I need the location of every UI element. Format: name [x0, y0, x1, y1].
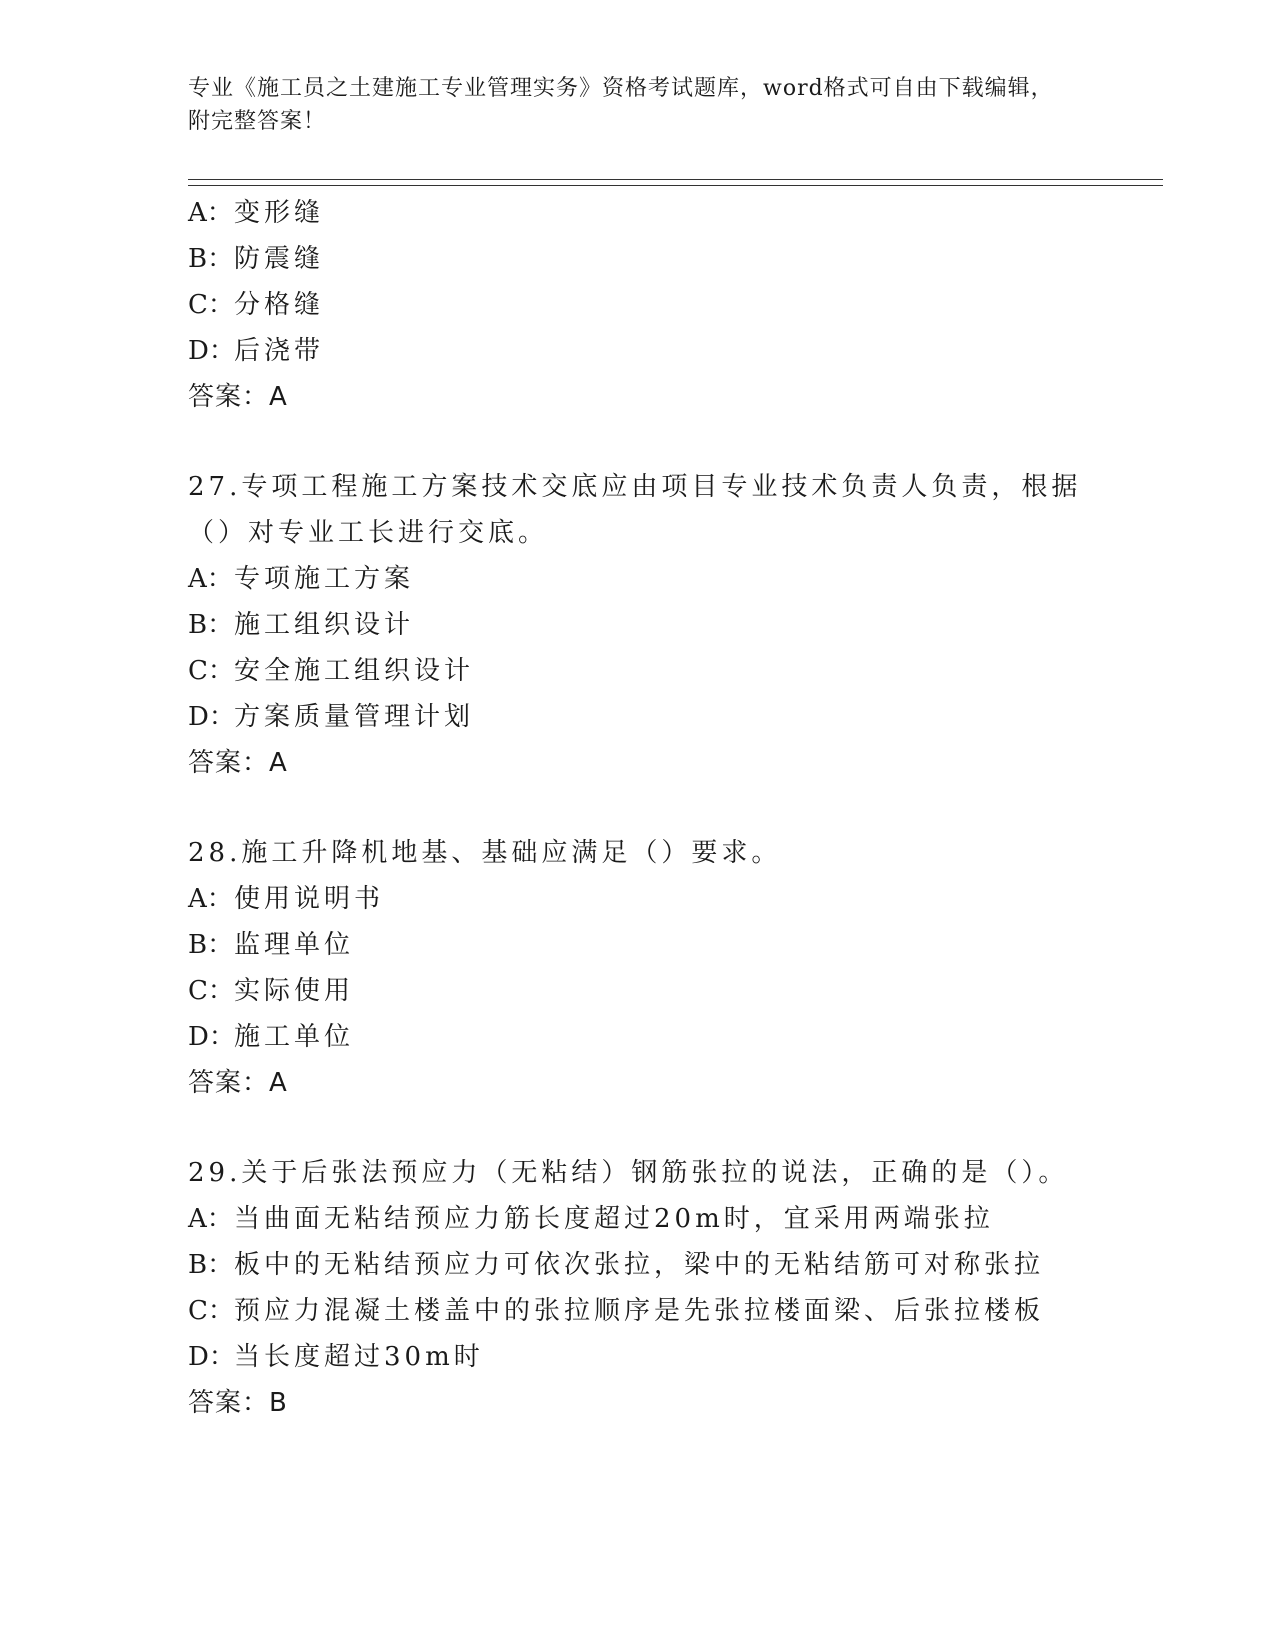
header-rule-second — [188, 185, 1163, 186]
answer-line: 答案：A — [188, 1068, 288, 1098]
option-b: B：施工组织设计 — [188, 610, 415, 640]
answer-line: 答案：A — [188, 382, 288, 412]
question-stem: 28.施工升降机地基、基础应满足（）要求。 — [188, 838, 782, 868]
option-d: D：方案质量管理计划 — [188, 702, 475, 732]
option-b: B：监理单位 — [188, 930, 355, 960]
option-b: B：板中的无粘结预应力可依次张拉，梁中的无粘结筋可对称张拉 — [188, 1250, 1045, 1280]
option-c: C：分格缝 — [188, 290, 325, 320]
question-block-28 — [188, 830, 1163, 1106]
option-a: A：变形缝 — [188, 198, 325, 228]
option-a: A：专项施工方案 — [188, 564, 415, 594]
question-list — [188, 190, 1163, 1426]
option-a: A：当曲面无粘结预应力筋长度超过20m时，宜采用两端张拉 — [188, 1204, 994, 1234]
answer-line: 答案：B — [188, 1388, 288, 1418]
option-c: C：实际使用 — [188, 976, 355, 1006]
question-block-27 — [188, 464, 1163, 786]
question-block-partial — [188, 190, 1163, 420]
question-block-29 — [188, 1150, 1163, 1426]
question-stem: 29.关于后张法预应力（无粘结）钢筋张拉的说法，正确的是（）。 — [188, 1158, 1069, 1188]
option-c: C：安全施工组织设计 — [188, 656, 475, 686]
option-d: D：施工单位 — [188, 1022, 355, 1052]
option-c: C：预应力混凝土楼盖中的张拉顺序是先张拉楼面梁、后张拉楼板 — [188, 1296, 1045, 1326]
header-rule — [188, 179, 1163, 180]
answer-line: 答案：A — [188, 748, 288, 778]
option-d: D：当长度超过30m时 — [188, 1342, 484, 1372]
option-a: A：使用说明书 — [188, 884, 385, 914]
option-d: D：后浇带 — [188, 336, 325, 366]
question-stem: 27.专项工程施工方案技术交底应由项目专业技术负责人负责，根据（）对专业工长进行交底。 — [188, 472, 1082, 548]
option-b: B：防震缝 — [188, 244, 325, 274]
page-header: 专业《施工员之土建施工专业管理实务》资格考试题库，word格式可自由下载编辑，附完整答案！ — [188, 76, 1054, 134]
